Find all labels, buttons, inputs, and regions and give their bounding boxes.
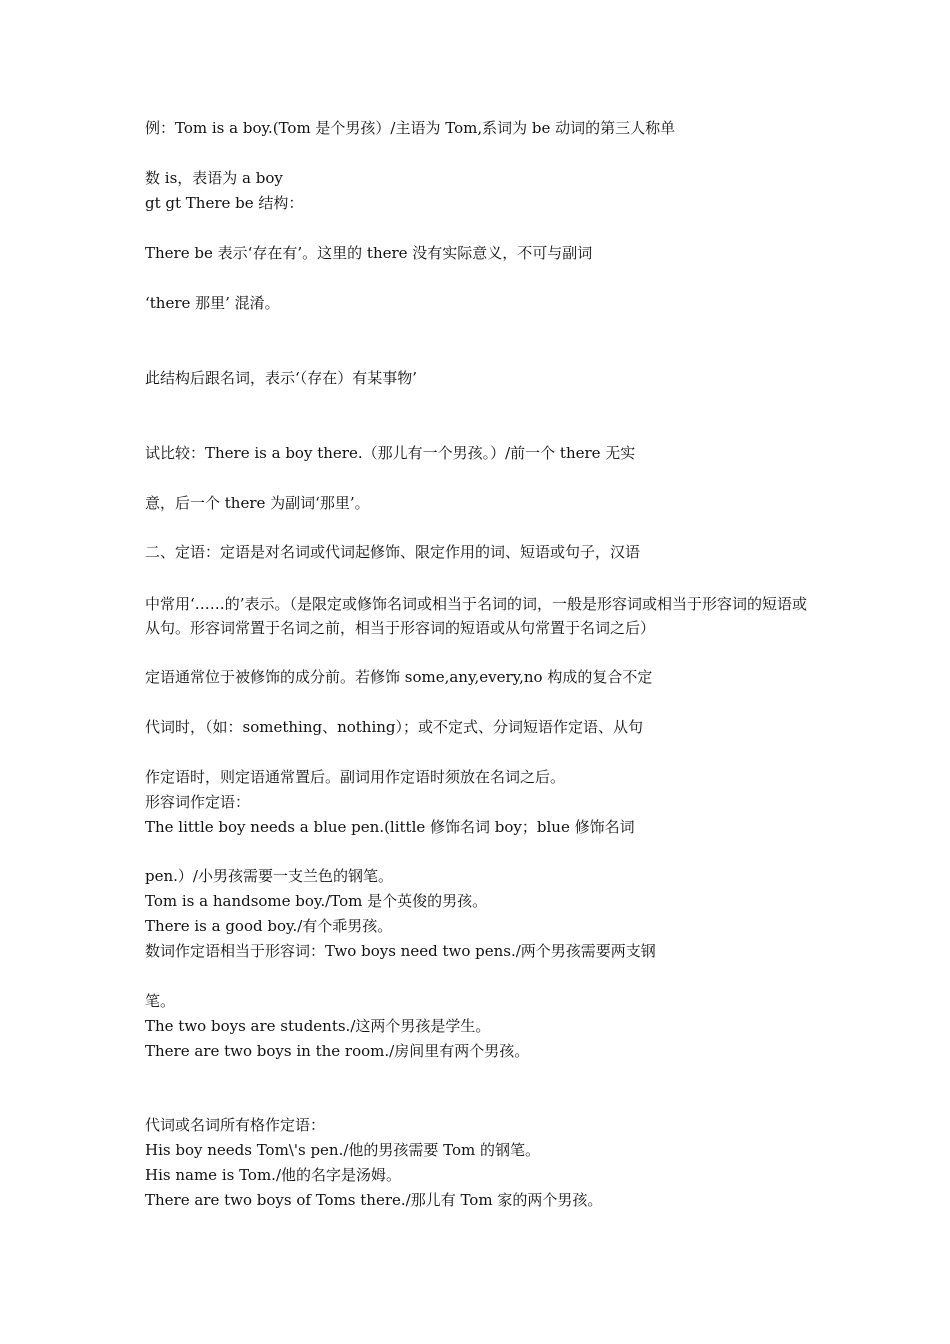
- text-line: Tom is a handsome boy./Tom 是个英俊的男孩。: [145, 892, 488, 910]
- text-line: The little boy needs a blue pen.(little 修饰名词 boy；blue 修饰名词: [145, 818, 635, 836]
- text-line: 定语通常位于被修饰的成分前。若修饰 some,any,every,no 构成的复合不定: [145, 668, 653, 686]
- text-line: His boy needs Tom\'s pen./他的男孩需要 Tom 的钢笔。: [145, 1141, 541, 1159]
- text-line: 此结构后跟名词，表示‘（存在）有某事物’: [145, 369, 418, 387]
- text-line: 数 is，表语为 a boy: [145, 169, 283, 187]
- text-line: pen.）/小男孩需要一支兰色的钢笔。: [145, 867, 393, 885]
- text-line: 意，后一个 there 为副词‘那里’。: [145, 494, 370, 512]
- section-heading: 二、定语：定语是对名词或代词起修饰、限定作用的词、短语或句子，汉语: [145, 543, 641, 561]
- subheading: 形容词作定语：: [145, 793, 251, 811]
- text-line: There is a good boy./有个乖男孩。: [145, 917, 393, 935]
- text-line: The two boys are students./这两个男孩是学生。: [145, 1017, 491, 1035]
- text-line: His name is Tom./他的名字是汤姆。: [145, 1166, 401, 1184]
- text-line: 笔。: [145, 992, 176, 1010]
- text-line: 例：Tom is a boy.(Tom 是个男孩）/主语为 Tom,系词为 be 动词的第三人称单: [145, 119, 676, 137]
- text-line: 作定语时，则定语通常置后。副词用作定语时须放在名词之后。: [145, 768, 566, 786]
- text-line: ‘there 那里’ 混淆。: [145, 294, 280, 312]
- text-line: 试比较：There is a boy there.（那儿有一个男孩。）/前一个 there 无实: [145, 444, 636, 462]
- text-line: 数词作定语相当于形容词：Two boys need two pens./两个男孩需要两支钢: [145, 942, 656, 960]
- text-line: There are two boys of Toms there./那儿有 Tom 家的两个男孩。: [145, 1191, 603, 1209]
- text-paragraph: 中常用‘……的’表示。（是限定或修饰名词或相当于名词的词，一般是形容词或相当于形容词的短语或从句。形容词常置于名词之前，相当于形容词的短语或从句常置于名词之后）: [145, 595, 808, 637]
- text-line: gt gt There be 结构：: [145, 194, 304, 212]
- subheading: 代词或名词所有格作定语：: [145, 1116, 326, 1134]
- text-line: 代词时，（如：something、nothing）；或不定式、分词短语作定语、从句: [145, 718, 644, 736]
- text-line: There be 表示‘存在有’。这里的 there 没有实际意义，不可与副词: [145, 244, 593, 262]
- text-line: There are two boys in the room./房间里有两个男孩。: [145, 1042, 530, 1060]
